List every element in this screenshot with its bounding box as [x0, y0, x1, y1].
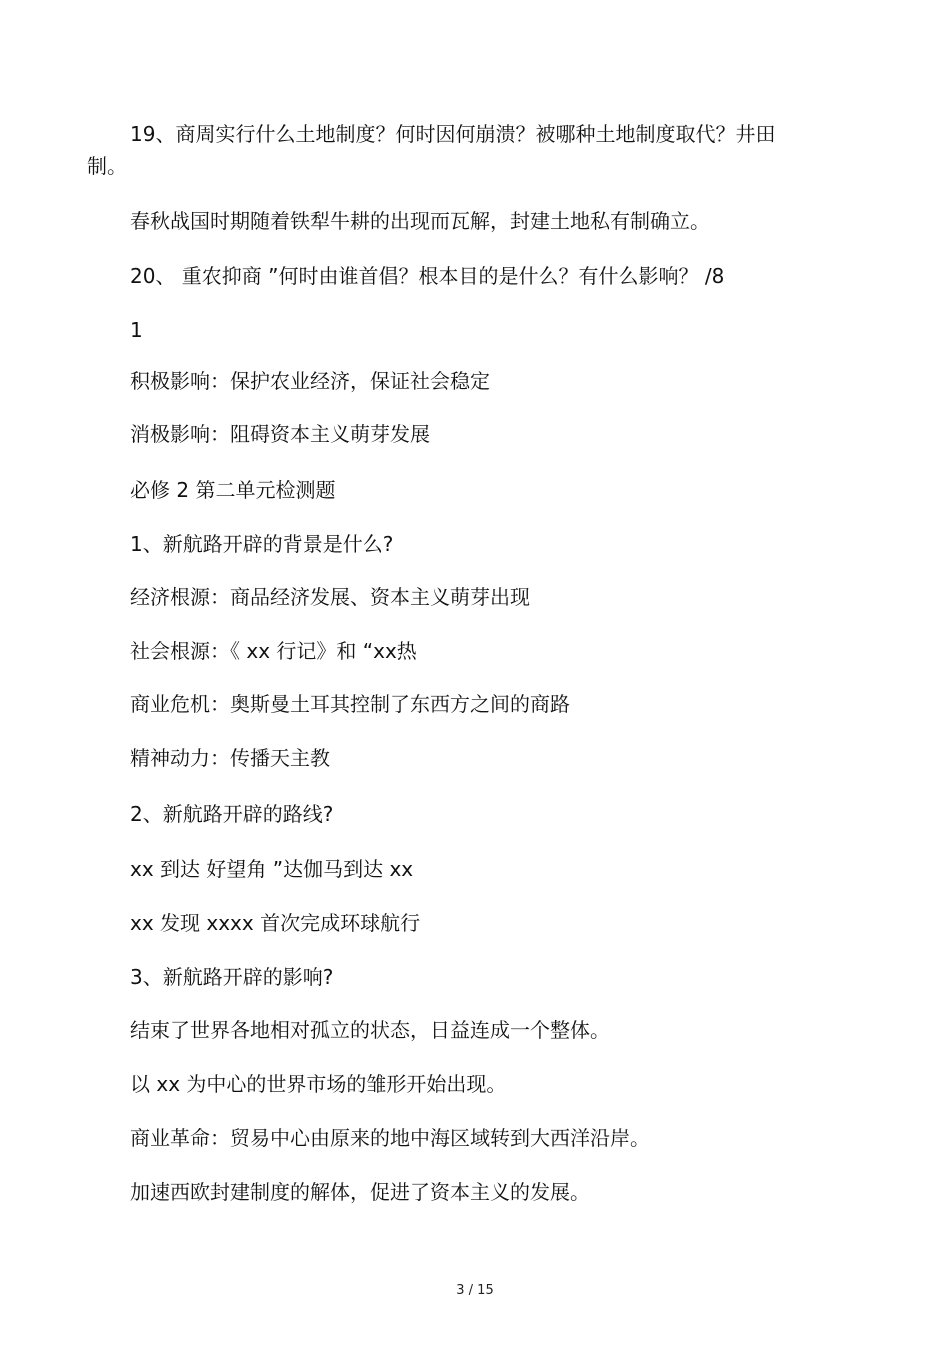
- economic-root: 经济根源：商品经济发展、资本主义萌芽出现: [130, 585, 530, 609]
- question-20-text: 20、 重农抑商 ”何时由谁首倡？根本目的是什么？有什么影响？ /8: [130, 264, 725, 288]
- question-19-text-continued: 制。: [87, 154, 127, 178]
- question-19-text: 19、商周实行什么土地制度？何时因何崩溃？被哪种土地制度取代？井田: [130, 122, 776, 146]
- impact-4: 加速西欧封建制度的解体，促进了资本主义的发展。: [130, 1180, 590, 1204]
- question-20-text-continued: 1: [130, 318, 143, 342]
- question-2-text: 2、新航路开辟的路线?: [130, 802, 334, 826]
- commercial-crisis: 商业危机：奥斯曼土耳其控制了东西方之间的商路: [130, 692, 570, 716]
- page-number: 3 / 15: [456, 1283, 494, 1298]
- impact-1: 结束了世界各地相对孤立的状态，日益连成一个整体。: [130, 1018, 610, 1042]
- social-root: 社会根源：《 xx 行记》和 “xx热: [130, 639, 417, 663]
- question-3-text: 3、新航路开辟的影响?: [130, 965, 334, 989]
- negative-impact: 消极影响：阻碍资本主义萌芽发展: [130, 422, 430, 446]
- spiritual-motive: 精神动力：传播天主教: [130, 746, 330, 770]
- section-heading: 必修 2 第二单元检测题: [130, 478, 336, 502]
- route-2: xx 发现 xxxx 首次完成环球航行: [130, 911, 421, 935]
- impact-2: 以 xx 为中心的世界市场的雏形开始出现。: [130, 1072, 507, 1096]
- route-1: xx 到达 好望角 ”达伽马到达 xx: [130, 857, 414, 881]
- question-1-text: 1、新航路开辟的背景是什么?: [130, 532, 394, 556]
- impact-3: 商业革命：贸易中心由原来的地中海区域转到大西洋沿岸。: [130, 1126, 650, 1150]
- positive-impact: 积极影响：保护农业经济，保证社会稳定: [130, 369, 490, 393]
- question-19-answer: 春秋战国时期随着铁犁牛耕的出现而瓦解，封建土地私有制确立。: [130, 209, 710, 233]
